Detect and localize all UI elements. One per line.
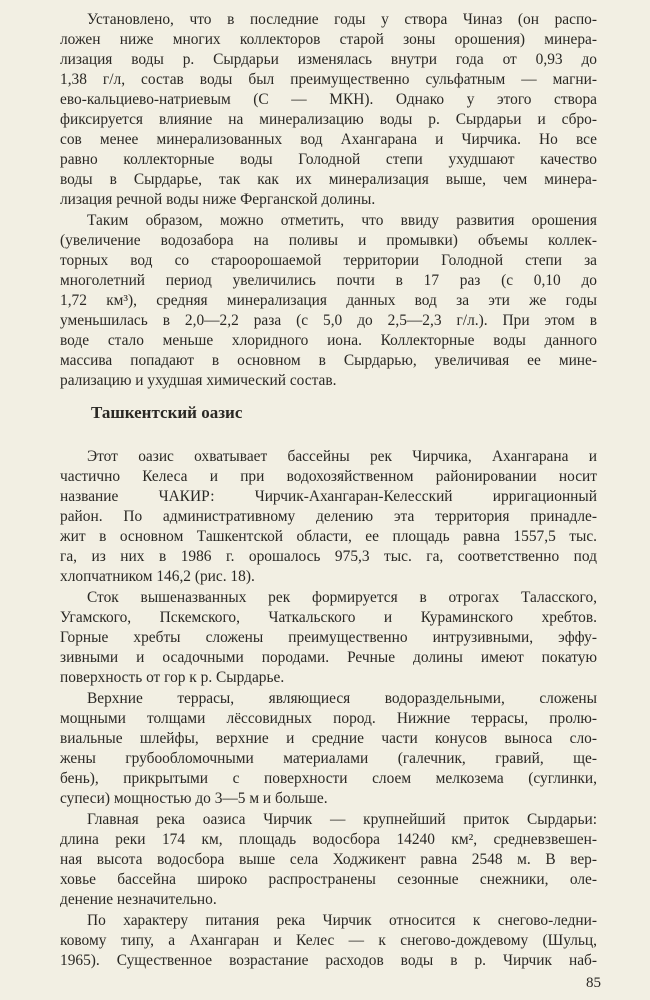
text-line: 1,38 г/л, состав воды был преимущественно сульфатным — магни- bbox=[60, 71, 597, 88]
text-line: торных вод со староорошаемой территории Голодной степи за bbox=[60, 252, 597, 269]
text-line: га, из них в 1986 г. орошалось 975,3 тыс. га, соответственно под bbox=[60, 548, 597, 565]
text-line: Этот оазис охватывает бассейны рек Чирчика, Ахангарана и bbox=[87, 448, 597, 465]
text-line: длина реки 174 км, площадь водосбора 14240 км², средневзвешен- bbox=[60, 831, 597, 848]
text-line: лизация воды р. Сырдарьи изменялась внутри года от 0,93 до bbox=[60, 51, 597, 68]
text-line: ево-кальциево-натриевым (С — МКН). Однако у этого створа bbox=[60, 91, 597, 108]
text-line: поверхность от гор к р. Сырдарье. bbox=[60, 669, 285, 686]
text-line: (увеличение водозабора на поливы и промывки) объемы коллек- bbox=[60, 232, 597, 249]
section-heading: Ташкентский оазис bbox=[91, 403, 243, 422]
text-line: жит в основном Ташкентской области, ее площадь равна 1557,5 тыс. bbox=[60, 528, 597, 545]
text-line: жены грубообломочными материалами (галечник, гравий, ще- bbox=[60, 750, 597, 767]
text-line: ковому типу, а Ахангаран и Келес — к снегово-дождевому (Шульц, bbox=[60, 932, 597, 949]
text-line: ложен ниже многих коллекторов старой зоны орошения) минера- bbox=[60, 31, 597, 48]
text-line: По характеру питания река Чирчик относится к снегово-ледни- bbox=[87, 912, 597, 929]
text-line: сов менее минерализованных вод Ахангарана и Чирчика. Но все bbox=[60, 131, 597, 148]
text-line: район. По административному делению эта территория принадле- bbox=[60, 508, 597, 525]
text-line: равно коллекторные воды Голодной степи ухудшают качество bbox=[60, 151, 597, 168]
text-line: ховье бассейна широко распространены сезонные снежники, оле- bbox=[60, 871, 597, 888]
text-line: мощными толщами лёссовидных пород. Нижние террасы, пролю- bbox=[60, 710, 597, 727]
text-line: Горные хребты сложены преимущественно интрузивными, эффу- bbox=[60, 629, 597, 646]
text-line: рализацию и ухудшая химический состав. bbox=[60, 372, 337, 389]
text-line: супеси) мощностью до 3—5 м и больше. bbox=[60, 790, 328, 807]
text-line: массива попадают в основном в Сырдарью, увеличивая ее мине- bbox=[60, 352, 597, 369]
text-line: Установлено, что в последние годы у створа Чиназ (он распо- bbox=[87, 11, 597, 28]
text-line: фиксируется влияние на минерализацию воды р. Сырдарьи и сбро- bbox=[60, 111, 597, 128]
text-line: воды в Сырдарье, так как их минерализация выше, чем минера- bbox=[60, 171, 597, 188]
text-line: 1965). Существенное возрастание расходов воды в р. Чирчик наб- bbox=[60, 952, 597, 969]
text-line: Таким образом, можно отметить, что ввиду развития орошения bbox=[87, 212, 597, 229]
text-line: хлопчатником 146,2 (рис. 18). bbox=[60, 568, 255, 585]
text-line: лизация речной воды ниже Ферганской долины. bbox=[60, 191, 376, 208]
text-line: уменьшилась в 2,0—2,2 раза (с 5,0 до 2,5—2,3 г/л.). При этом в bbox=[60, 312, 597, 329]
text-line: Угамского, Пскемского, Чаткальского и Кураминского хребтов. bbox=[60, 609, 597, 626]
text-line: Главная река оазиса Чирчик — крупнейший приток Сырдарьи: bbox=[87, 811, 597, 828]
page-number: 85 bbox=[586, 975, 601, 991]
text-line: виальные шлейфы, верхние и средние части конусов выноса сло- bbox=[60, 730, 597, 747]
text-line: Сток вышеназванных рек формируется в отрогах Таласского, bbox=[87, 589, 597, 606]
text-line: многолетний период увеличились почти в 17 раз (с 0,10 до bbox=[60, 272, 597, 289]
text-line: частично Келеса и при водохозяйственном районировании носит bbox=[60, 468, 597, 485]
text-line: денение незначительно. bbox=[60, 891, 217, 908]
text-line: название ЧАКИР: Чирчик-Ахангаран-Келесский ирригационный bbox=[60, 488, 597, 505]
text-line: 1,72 км³), средняя минерализация данных вод за эти же годы bbox=[60, 292, 597, 309]
text-line: ная высота водосбора выше села Ходжикент равна 2548 м. В вер- bbox=[60, 851, 597, 868]
text-line: воде стало меньше хлоридного иона. Коллекторные воды данного bbox=[60, 332, 597, 349]
text-line: бень), прикрытыми с поверхности слоем мелкозема (суглинки, bbox=[60, 770, 597, 787]
text-line: зивными и осадочными породами. Речные долины имеют покатую bbox=[60, 649, 597, 666]
text-line: Верхние террасы, являющиеся водораздельными, сложены bbox=[87, 690, 597, 707]
